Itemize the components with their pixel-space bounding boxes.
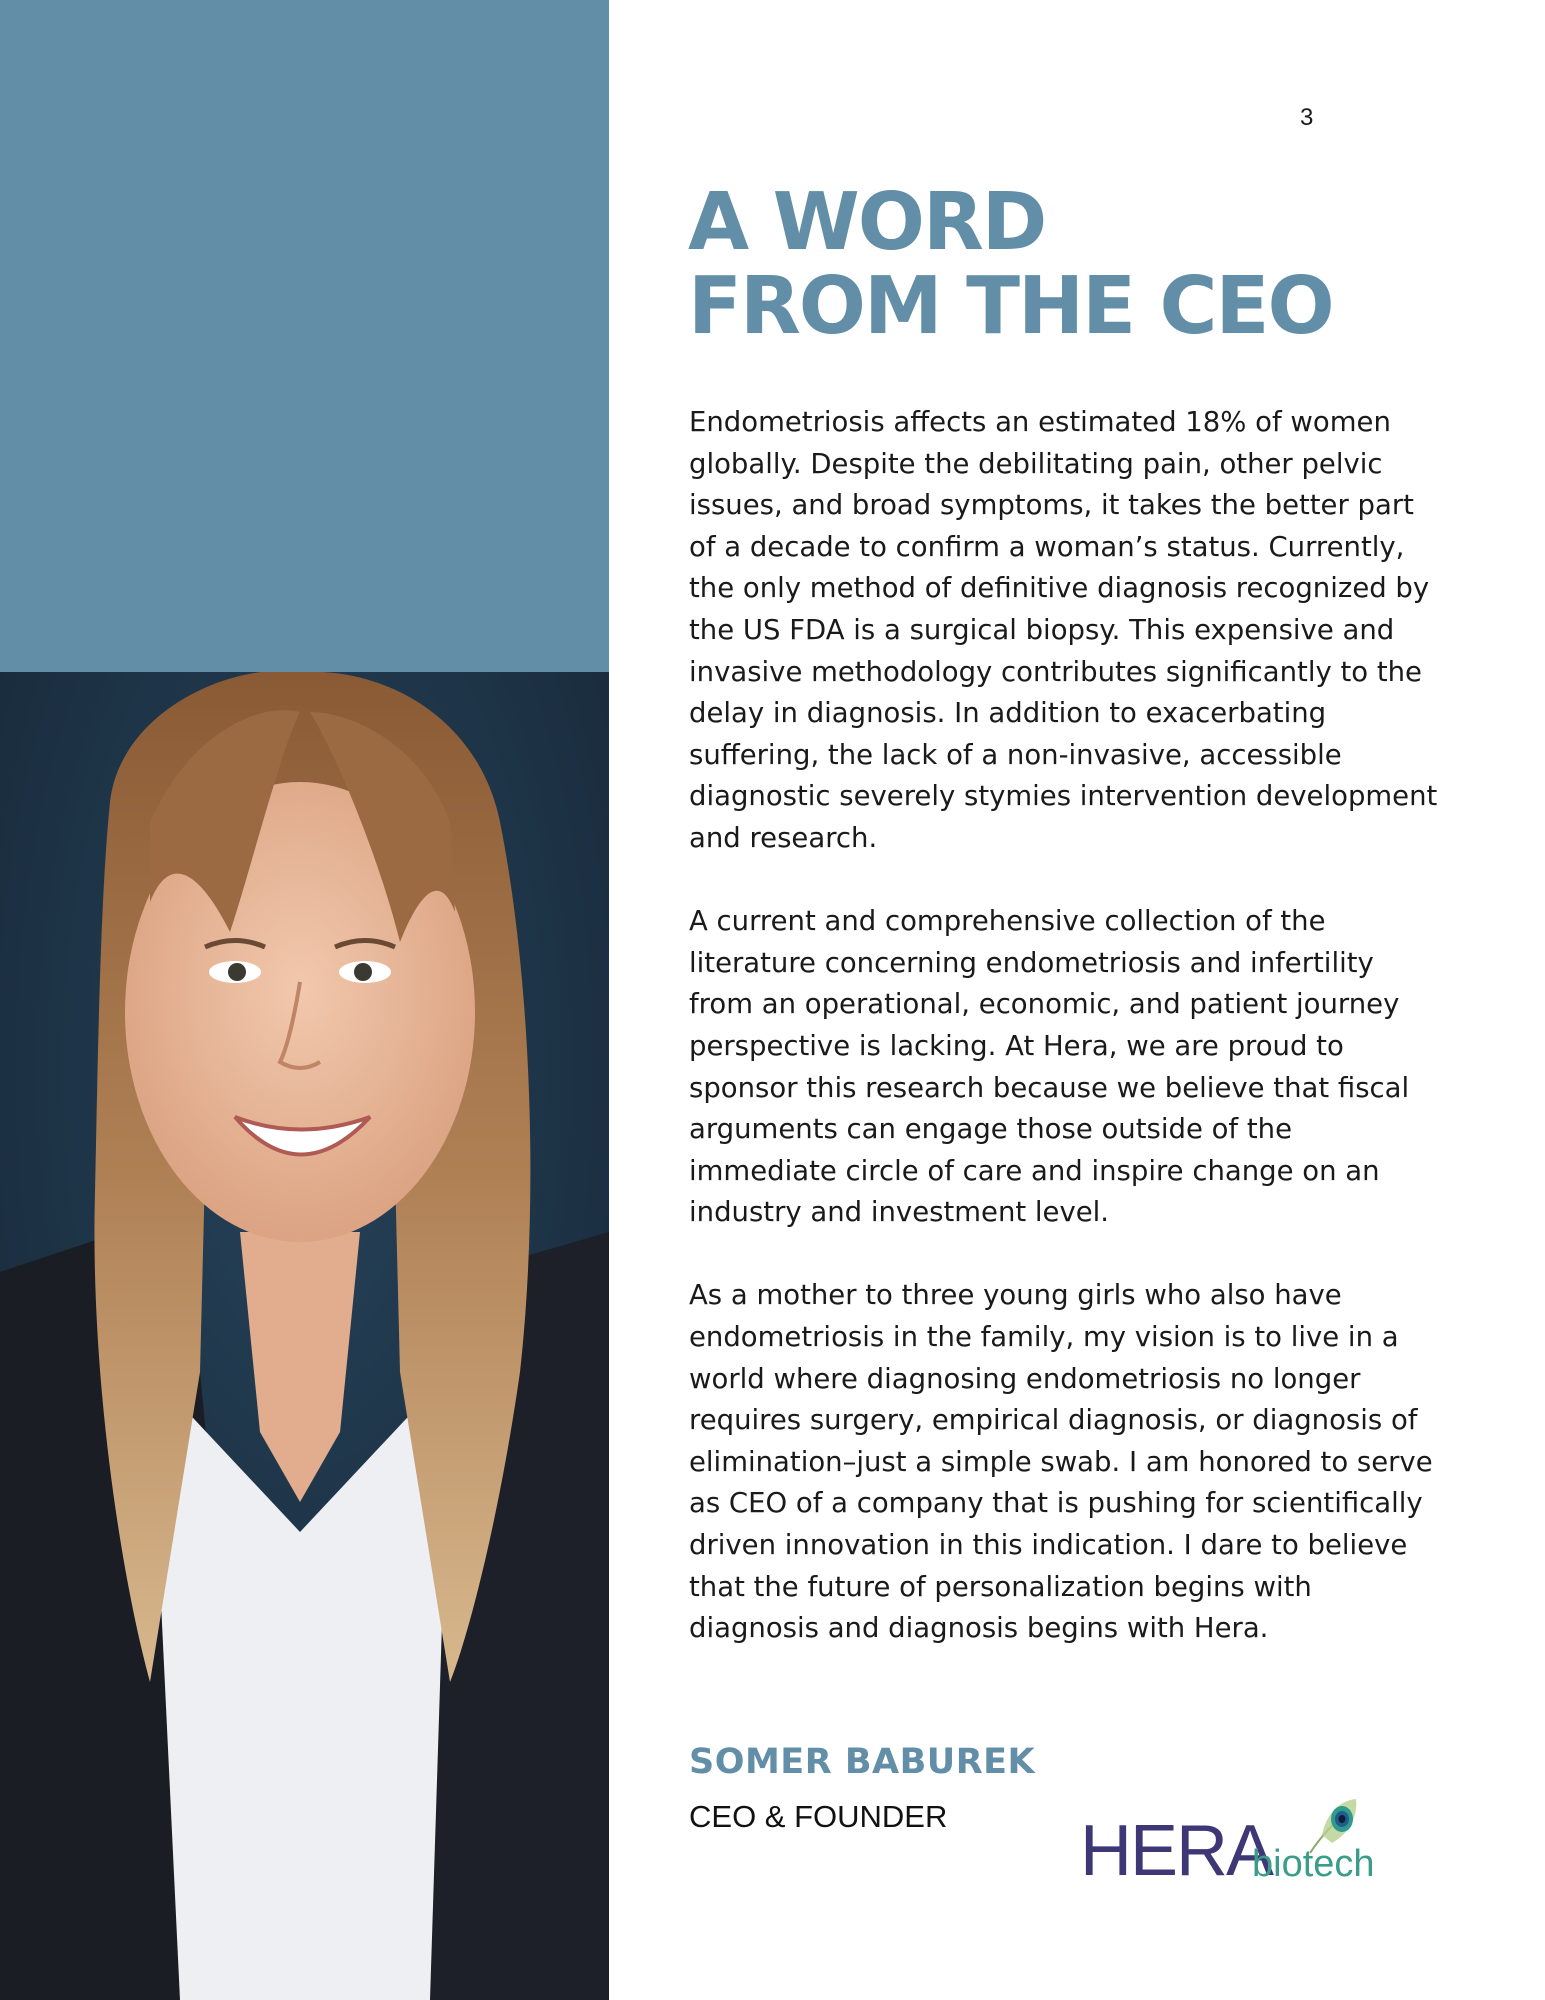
body-paragraph-2: A current and comprehensive collection of the literature concerning endometriosis and infertility from an operational, economic, and patient journey perspective is lacking. At Hera, we are proud to sponsor this research because we believe that fiscal arguments can engage those outside of the immediate circle of care and inspire change on an industry and investment level. (689, 905, 1410, 1229)
ceo-portrait-photo (0, 672, 609, 2000)
logo-word-hera: HERA (1080, 1811, 1273, 1891)
logo-word-biotech: biotech (1252, 1843, 1375, 1885)
hera-biotech-logo (1080, 1795, 1380, 1895)
body-paragraph-1: Endometriosis affects an estimated 18% of women globally. Despite the debilitating pain, other pelvic issues, and broad symptoms, it takes the better part of a decade to confirm a woman’s status. Currently, the only method of definitive diagnosis recognized by the US FDA is a surgical biopsy. This expensive and invasive methodology contributes significantly to the delay in diagnosis. In addition to exacerbating suffering, the lack of a non-invasive, accessible diagnostic severely stymies intervention development and research. (689, 406, 1438, 854)
signer-title: CEO & FOUNDER (689, 1799, 948, 1834)
peacock-feather-icon (1302, 1795, 1362, 1855)
page-title-line-1: A WORD (688, 176, 1046, 268)
page-title-line-2: FROM THE CEO (688, 260, 1333, 352)
letter-body (689, 402, 1439, 1650)
body-paragraph-3: As a mother to three young girls who also have endometriosis in the family, my vision is to live in a world where diagnosing endometriosis no longer requires surgery, empirical diagnosis, or diagnosis of elimination–just a simple swab. I am honored to serve as CEO of a company that is pushing for scientifically driven innovation in this indication. I dare to believe that the future of personalization begins with diagnosis and diagnosis begins with Hera. (689, 1279, 1433, 1645)
accent-color-block (0, 0, 609, 672)
signer-name: SOMER BABUREK (689, 1742, 1036, 1782)
page-title (688, 176, 1448, 352)
page-number: 3 (1300, 104, 1314, 131)
portrait-illustration (0, 672, 609, 2000)
